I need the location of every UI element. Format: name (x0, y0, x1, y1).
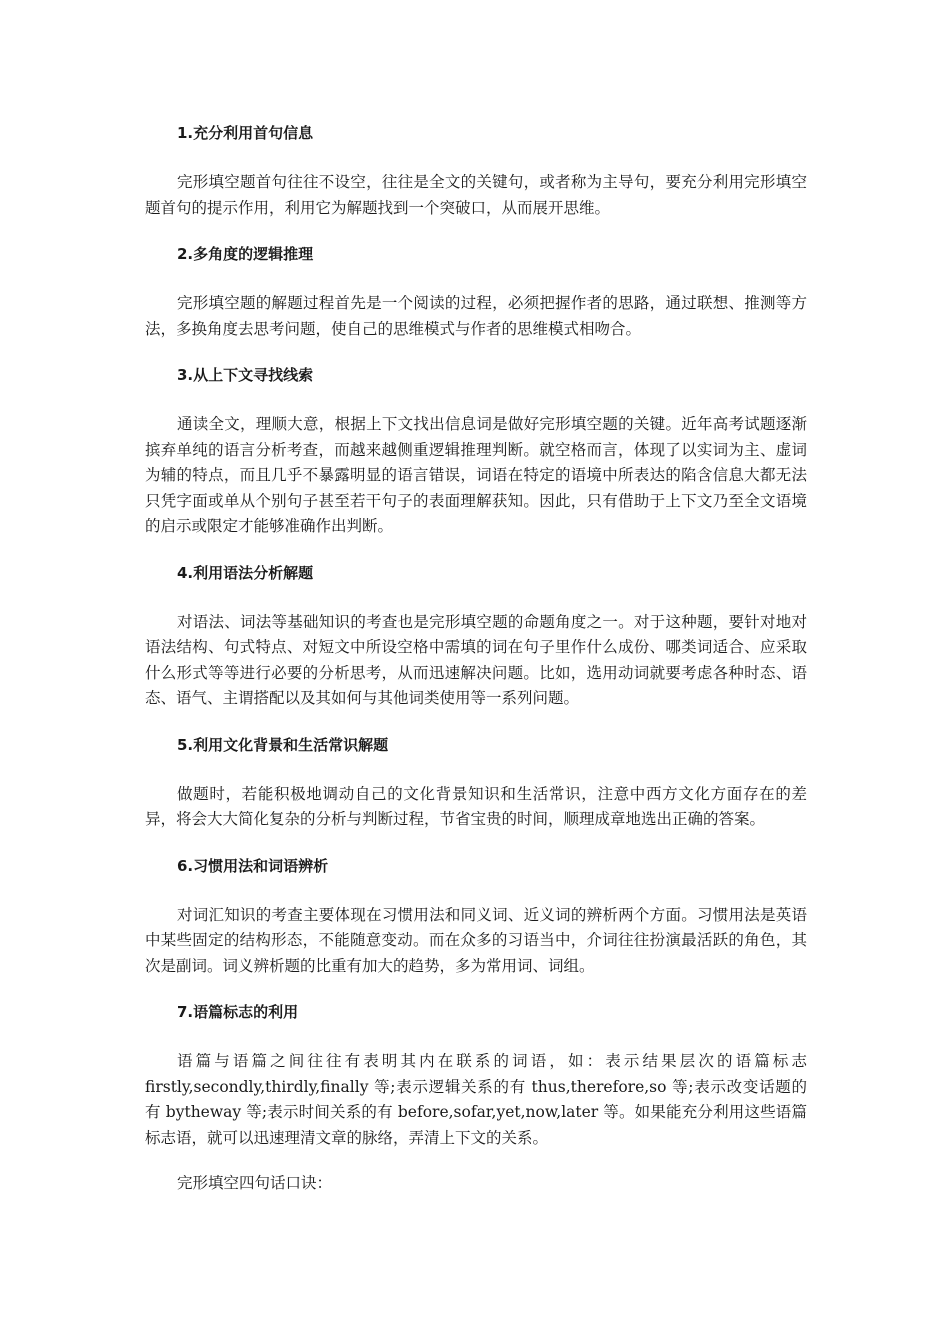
document-page (145, 120, 807, 1217)
section-5 (145, 732, 807, 833)
section-heading: 6.习惯用法和词语辨析 (177, 856, 329, 875)
section-6 (145, 853, 807, 980)
section-paragraph: 对语法、词法等基础知识的考查也是完形填空题的命题角度之一。对于这种题，要针对地对语法结构、句式特点、对短文中所设空格中需填的词在句子里作什么成份、哪类词适合、应采取什么形式等等进行必要的分析思考，从而迅速解决问题。比如，选用动词就要考虑各种时态、语态、语气、主谓搭配以及其如何与其他词类使用等一系列问题。 (145, 612, 807, 707)
section-7 (145, 999, 807, 1151)
section-paragraph: 做题时，若能积极地调动自己的文化背景知识和生活常识，注意中西方文化方面存在的差异，将会大大简化复杂的分析与判断过程，节省宝贵的时间，顺理成章地选出正确的答案。 (145, 784, 807, 828)
section-2 (145, 241, 807, 342)
section-paragraph: 完形填空题首句往往不设空，往往是全文的关键句，或者称为主导句，要充分利用完形填空题首句的提示作用，利用它为解题找到一个突破口，从而展开思维。 (145, 173, 807, 217)
section-3 (145, 362, 807, 540)
section-heading: 5.利用文化背景和生活常识解题 (177, 735, 389, 754)
section-heading: 4.利用语法分析解题 (177, 563, 314, 582)
section-1 (145, 120, 807, 221)
section-paragraph: 通读全文，理顺大意，根据上下文找出信息词是做好完形填空题的关键。近年高考试题逐渐摈弃单纯的语言分析考查，而越来越侧重逻辑推理判断。就空格而言，体现了以实词为主、虚词为辅的特点，而且几乎不暴露明显的语言错误，词语在特定的语境中所表达的陷含信息大都无法只凭字面或单从个别句子甚至若干句子的表面理解获知。因此，只有借助于上下文乃至全文语境的启示或限定才能够准确作出判断。 (145, 415, 807, 535)
section-4 (145, 560, 807, 712)
section-paragraph: 语篇与语篇之间往往有表明其内在联系的词语，如：表示结果层次的语篇标志firstly,secondly,thirdly,finally 等;表示逻辑关系的有 thus,therefore,so 等;表示改变话题的有 bytheway 等;表示时间关系的有 before,sofar,yet,now,later 等。如果能充分利用这些语篇标志语，就可以迅速理清文章的脉络，弄清上下文的关系。 (145, 1052, 807, 1147)
section-heading: 1.充分利用首句信息 (177, 124, 314, 142)
section-paragraph: 对词汇知识的考查主要体现在习惯用法和同义词、近义词的辨析两个方面。习惯用法是英语中某些固定的结构形态，不能随意变动。而在众多的习语当中，介词往往扮演最活跃的角色，其次是副词。词义辨析题的比重有加大的趋势，多为常用词、词组。 (145, 905, 807, 975)
section-paragraph: 完形填空题的解题过程首先是一个阅读的过程，必须把握作者的思路，通过联想、推测等方法，多换角度去思考问题，使自己的思维模式与作者的思维模式相吻合。 (145, 294, 807, 338)
section-heading: 2.多角度的逻辑推理 (177, 245, 314, 263)
closing-line: 完形填空四句话口诀： (177, 1174, 333, 1192)
section-heading: 7.语篇标志的利用 (177, 1003, 299, 1021)
section-heading: 3.从上下文寻找线索 (177, 366, 314, 384)
